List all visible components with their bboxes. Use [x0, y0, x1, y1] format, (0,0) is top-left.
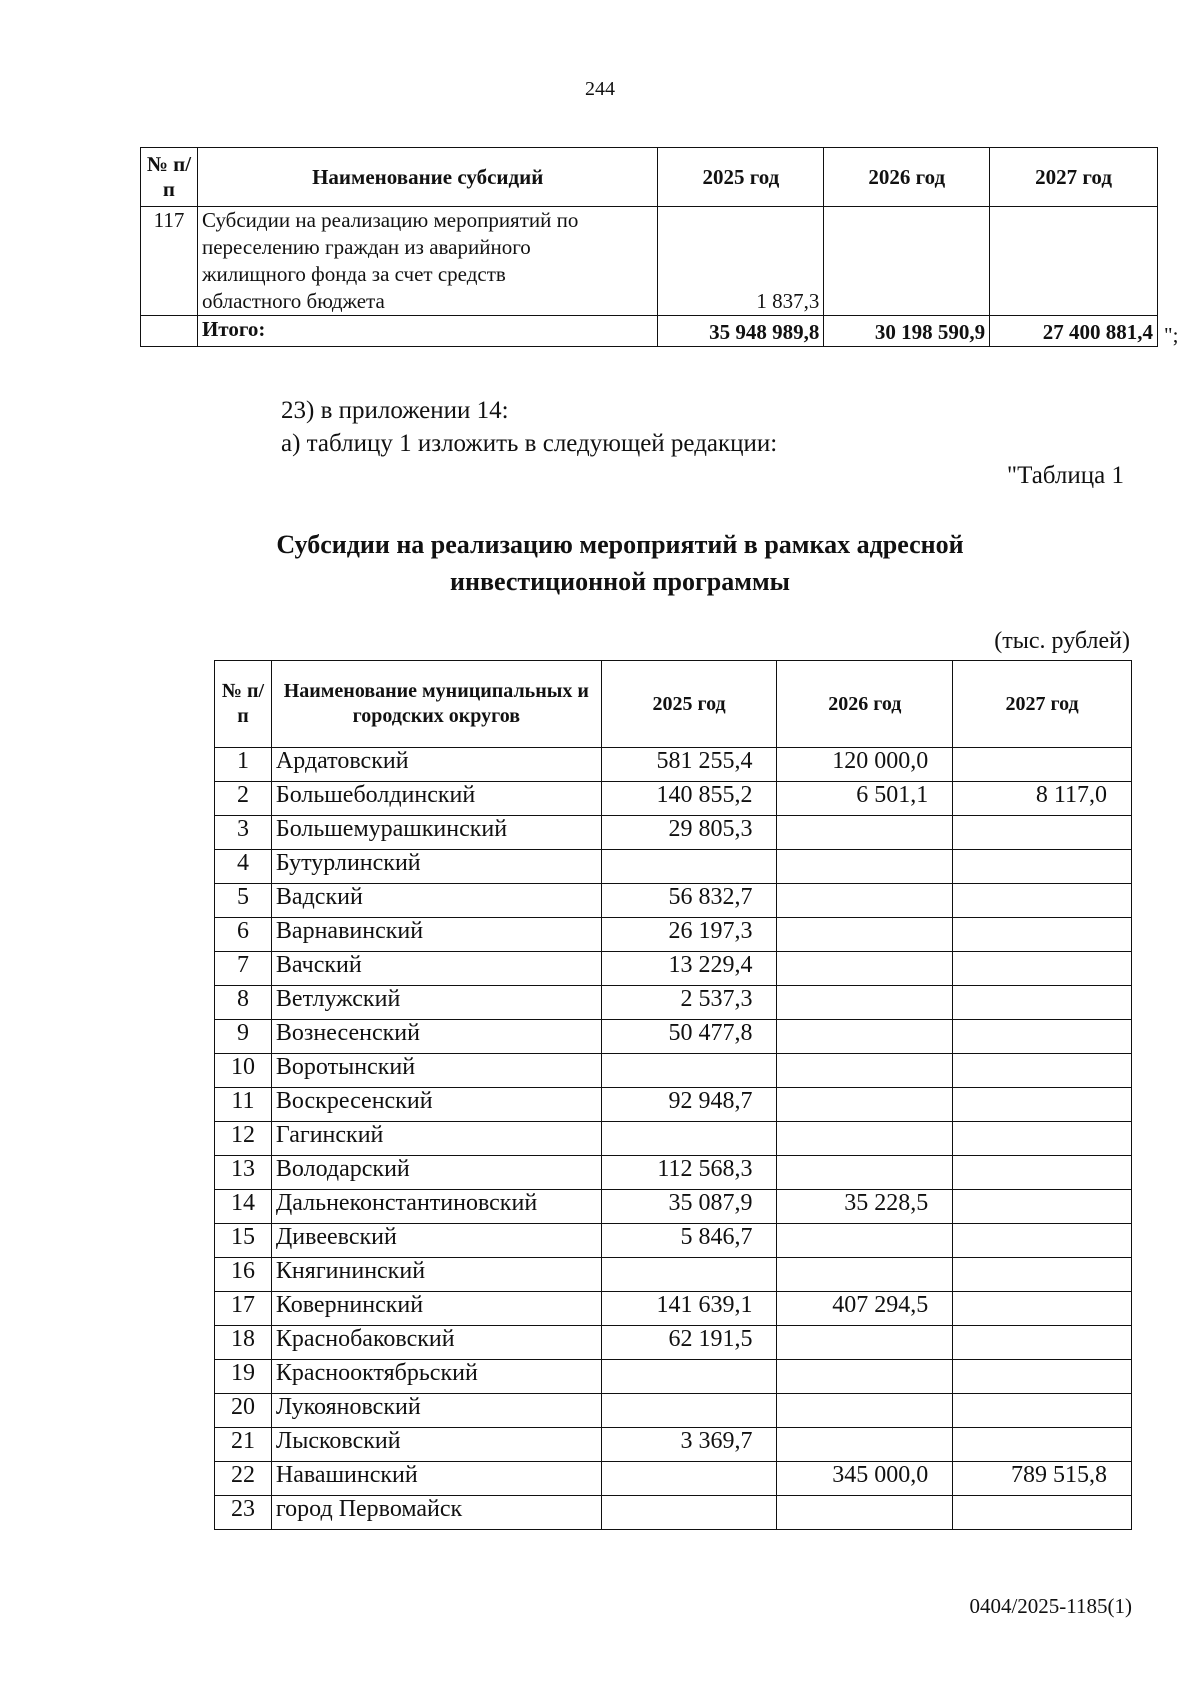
table-row: [215, 1020, 1132, 1054]
row-number: 9: [215, 1020, 272, 1054]
value-2025: 26 197,3: [601, 918, 777, 952]
header-2026: 2026 год: [777, 661, 953, 748]
header-number: № п/п: [141, 148, 198, 207]
total-row: [141, 316, 1158, 347]
title-line: инвестиционной программы: [450, 567, 790, 596]
row-number: 16: [215, 1258, 272, 1292]
municipality-name: Краснооктябрьский: [271, 1360, 601, 1394]
table-row: [215, 1496, 1132, 1530]
header-2025: 2025 год: [658, 148, 824, 207]
table-row: [215, 1394, 1132, 1428]
municipality-name: город Первомайск: [271, 1496, 601, 1530]
row-number: 19: [215, 1360, 272, 1394]
total-2026: 30 198 590,9: [824, 316, 990, 347]
table-row: [215, 1054, 1132, 1088]
value-2025: 2 537,3: [601, 986, 777, 1020]
row-number: 23: [215, 1496, 272, 1530]
total-2027: 27 400 881,4: [990, 316, 1158, 347]
value-2027: [953, 1054, 1132, 1088]
value-2026: [777, 1360, 953, 1394]
value-2025: [601, 1360, 777, 1394]
value-2025: 3 369,7: [601, 1428, 777, 1462]
value-2025: 1 837,3: [658, 207, 824, 316]
value-2025: 581 255,4: [601, 748, 777, 782]
table-row: [215, 918, 1132, 952]
subsidy-name-line: жилищного фонда за счет средств: [201, 262, 506, 286]
subsidies-table-continuation: [140, 147, 1158, 347]
value-2027: [953, 918, 1132, 952]
paragraph-subitem: а) таблицу 1 изложить в следующей редакции:: [281, 430, 778, 457]
value-2026: [777, 918, 953, 952]
value-2026: 407 294,5: [777, 1292, 953, 1326]
municipality-name: Варнавинский: [271, 918, 601, 952]
value-2027: [953, 816, 1132, 850]
row-number: 117: [141, 207, 198, 316]
value-2025: [601, 1122, 777, 1156]
municipality-name: Дивеевский: [271, 1224, 601, 1258]
municipality-name: Навашинский: [271, 1462, 601, 1496]
municipal-subsidies-table: [214, 660, 1132, 1530]
municipality-name: Большемурашкинский: [271, 816, 601, 850]
value-2026: 6 501,1: [777, 782, 953, 816]
value-2027: [953, 884, 1132, 918]
value-2025: [601, 1258, 777, 1292]
header-number: № п/п: [215, 661, 272, 748]
value-2026: [777, 1394, 953, 1428]
municipality-name: Княгининский: [271, 1258, 601, 1292]
table-header-row: [141, 148, 1158, 207]
municipality-name: Лукояновский: [271, 1394, 601, 1428]
value-2025: 29 805,3: [601, 816, 777, 850]
table-row: [215, 884, 1132, 918]
value-2025: [601, 1462, 777, 1496]
table-row: [215, 1462, 1132, 1496]
header-2025: 2025 год: [601, 661, 777, 748]
subsidy-name-line: областного бюджета: [201, 289, 385, 313]
value-2027: 8 117,0: [953, 782, 1132, 816]
value-2027: [953, 1428, 1132, 1462]
table-row: [215, 1122, 1132, 1156]
row-number: 15: [215, 1224, 272, 1258]
value-2027: [953, 986, 1132, 1020]
title-line: Субсидии на реализацию мероприятий в рамках адресной: [276, 530, 964, 559]
row-number: 5: [215, 884, 272, 918]
value-2026: 345 000,0: [777, 1462, 953, 1496]
table-row: [215, 782, 1132, 816]
value-2027: [953, 850, 1132, 884]
header-2026: 2026 год: [824, 148, 990, 207]
municipality-name: Вадский: [271, 884, 601, 918]
row-number: 11: [215, 1088, 272, 1122]
table-row: [215, 1360, 1132, 1394]
row-number: 2: [215, 782, 272, 816]
table-row: [215, 1428, 1132, 1462]
value-2025: [601, 1054, 777, 1088]
value-2025: 5 846,7: [601, 1224, 777, 1258]
value-2027: [953, 1394, 1132, 1428]
value-2026: [777, 1258, 953, 1292]
row-number: 14: [215, 1190, 272, 1224]
table-header-row: [215, 661, 1132, 748]
subsidy-name-line: Субсидии на реализацию мероприятий по: [201, 208, 579, 232]
page-number: 244: [585, 78, 615, 100]
table-row: [215, 850, 1132, 884]
value-2026: [777, 884, 953, 918]
municipality-name: Большеболдинский: [271, 782, 601, 816]
value-2027: [953, 1496, 1132, 1530]
municipality-name: Володарский: [271, 1156, 601, 1190]
row-number: 8: [215, 986, 272, 1020]
value-2025: [601, 850, 777, 884]
row-number: 22: [215, 1462, 272, 1496]
municipality-name: Краснобаковский: [271, 1326, 601, 1360]
municipality-name: Ардатовский: [271, 748, 601, 782]
municipality-name: Вачский: [271, 952, 601, 986]
row-number: 21: [215, 1428, 272, 1462]
row-number: 1: [215, 748, 272, 782]
value-2026: [777, 1496, 953, 1530]
value-2027: [953, 1020, 1132, 1054]
table-row: [215, 1088, 1132, 1122]
row-number: 13: [215, 1156, 272, 1190]
municipality-name: Воротынский: [271, 1054, 601, 1088]
value-2027: [953, 1088, 1132, 1122]
value-2027: [953, 1190, 1132, 1224]
table-row: [141, 207, 1158, 316]
table-row: [215, 1224, 1132, 1258]
value-2026: [777, 1224, 953, 1258]
value-2026: [777, 1326, 953, 1360]
row-number: 6: [215, 918, 272, 952]
value-2026: [777, 952, 953, 986]
row-number: 7: [215, 952, 272, 986]
value-2027: [953, 1360, 1132, 1394]
value-2025: [601, 1496, 777, 1530]
value-2027: [953, 1122, 1132, 1156]
value-2026: [777, 816, 953, 850]
value-2026: [777, 1156, 953, 1190]
document-code: 0404/2025-1185(1): [969, 1594, 1132, 1618]
table-row: [215, 1190, 1132, 1224]
table-row: [215, 1326, 1132, 1360]
value-2025: 35 087,9: [601, 1190, 777, 1224]
row-number: 4: [215, 850, 272, 884]
value-2026: [777, 1088, 953, 1122]
table-row: [215, 748, 1132, 782]
municipality-name: Воскресенский: [271, 1088, 601, 1122]
value-2025: 92 948,7: [601, 1088, 777, 1122]
value-2026: 35 228,5: [777, 1190, 953, 1224]
value-2025: 140 855,2: [601, 782, 777, 816]
unit-label: (тыс. рублей): [994, 628, 1130, 654]
municipality-name: Бутурлинский: [271, 850, 601, 884]
value-2026: [777, 850, 953, 884]
value-2027: 789 515,8: [953, 1462, 1132, 1496]
value-2026: 120 000,0: [777, 748, 953, 782]
municipality-name: Дальнеконстантиновский: [271, 1190, 601, 1224]
header-municipality: Наименование муниципальных и городских округов: [271, 661, 601, 748]
value-2027: [990, 207, 1158, 316]
value-2026: [824, 207, 990, 316]
table-row: [215, 952, 1132, 986]
value-2026: [777, 1122, 953, 1156]
total-2025: 35 948 989,8: [658, 316, 824, 347]
subsidy-name-line: переселению граждан из аварийного: [201, 235, 531, 259]
value-2025: 141 639,1: [601, 1292, 777, 1326]
header-subsidy-name: Наименование субсидий: [197, 148, 658, 207]
municipality-name: Ветлужский: [271, 986, 601, 1020]
row-number: 18: [215, 1326, 272, 1360]
table-title: [180, 526, 1060, 600]
value-2027: [953, 748, 1132, 782]
value-2026: [777, 1428, 953, 1462]
value-2026: [777, 1054, 953, 1088]
header-2027: 2027 год: [990, 148, 1158, 207]
table-row: [215, 986, 1132, 1020]
table-row: [215, 1258, 1132, 1292]
value-2025: 62 191,5: [601, 1326, 777, 1360]
value-2025: 50 477,8: [601, 1020, 777, 1054]
row-number: 12: [215, 1122, 272, 1156]
municipality-name: Вознесенский: [271, 1020, 601, 1054]
row-number: 17: [215, 1292, 272, 1326]
value-2027: [953, 1258, 1132, 1292]
value-2027: [953, 1224, 1132, 1258]
value-2025: [601, 1394, 777, 1428]
row-number: 10: [215, 1054, 272, 1088]
row-number: 3: [215, 816, 272, 850]
header-2027: 2027 год: [953, 661, 1132, 748]
municipality-name: Ковернинский: [271, 1292, 601, 1326]
value-2025: 112 568,3: [601, 1156, 777, 1190]
row-number: 20: [215, 1394, 272, 1428]
paragraph-item: 23) в приложении 14:: [281, 397, 509, 424]
value-2027: [953, 1326, 1132, 1360]
value-2025: 56 832,7: [601, 884, 777, 918]
value-2027: [953, 1292, 1132, 1326]
table-row: [215, 1292, 1132, 1326]
value-2027: [953, 952, 1132, 986]
total-label: Итого:: [197, 316, 658, 347]
municipality-name: Гагинский: [271, 1122, 601, 1156]
table-reference: "Таблица 1: [1006, 462, 1124, 489]
value-2026: [777, 1020, 953, 1054]
table-row: [215, 816, 1132, 850]
municipality-name: Лысковский: [271, 1428, 601, 1462]
value-2025: 13 229,4: [601, 952, 777, 986]
table-row: [215, 1156, 1132, 1190]
closing-quote: ";: [1164, 323, 1179, 347]
value-2026: [777, 986, 953, 1020]
subsidy-name: [197, 207, 658, 316]
total-number-cell: [141, 316, 198, 347]
value-2027: [953, 1156, 1132, 1190]
